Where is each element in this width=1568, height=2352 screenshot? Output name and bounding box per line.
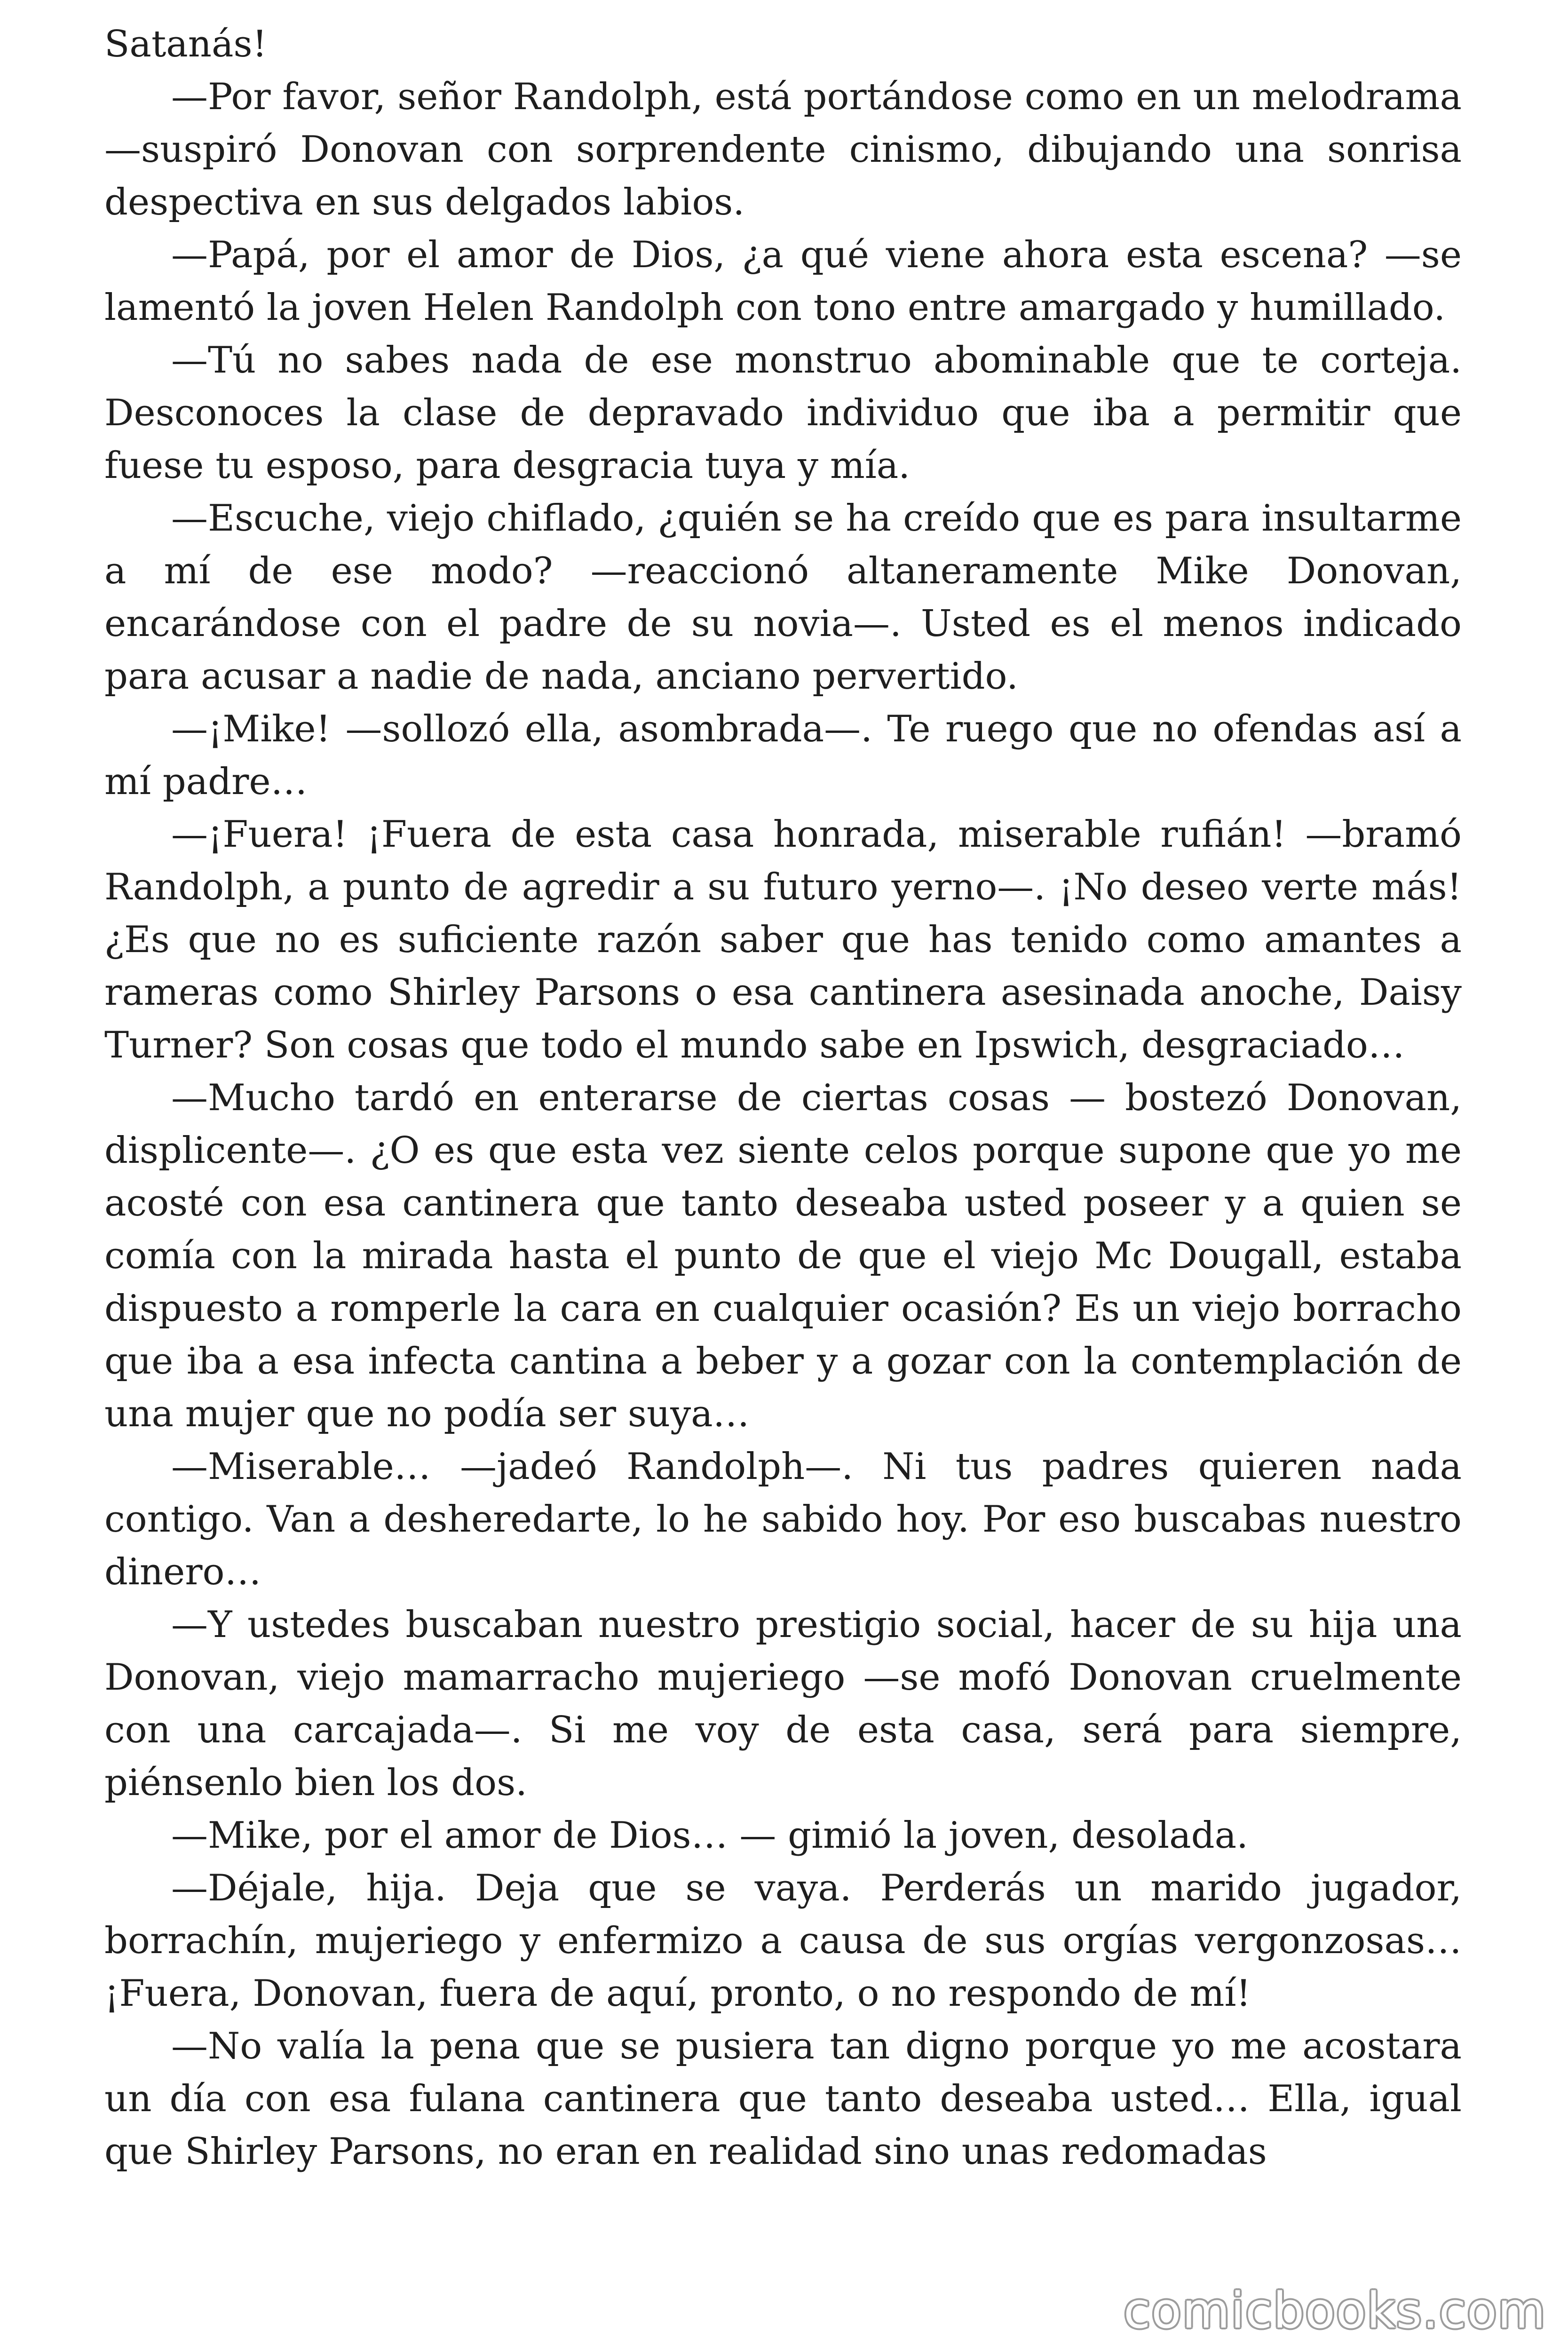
paragraph: —Tú no sabes nada de ese monstruo abominable que te corteja. Desconoces la clase de depravado individuo que iba a permitir que fuese tu esposo, para desgracia tuya y mía. — [104, 339, 1462, 487]
paragraph: —Déjale, hija. Deja que se vaya. Perderás un marido jugador, borrachín, mujeriego y enfermizo a causa de sus orgías vergonzosas… ¡Fuera, Donovan, fuera de aquí, pronto, o no respondo de mí! — [104, 1867, 1462, 2015]
paragraph: —Escuche, viejo chiflado, ¿quién se ha creído que es para insultarme a mí de ese modo? —reaccionó altaneramente Mike Donovan, encarándose con el padre de su novia—. Usted es el menos indicado para acusar a nadie de nada, anciano pervertido. — [104, 497, 1462, 698]
paragraph: —Mucho tardó en enterarse de ciertas cosas — bostezó Donovan, displicente—. ¿O es que esta vez siente celos porque supone que yo me acosté con esa cantinera que tanto deseaba usted poseer y a quien se comía con la mirada hasta el punto de que el viejo Mc Dougall, estaba dispuesto a romperle la cara en cualquier ocasión? Es un viejo borracho que iba a esa infecta cantina a beber y a gozar con la contemplación de una mujer que no podía ser suya… — [104, 1077, 1462, 1435]
paragraph: —Por favor, señor Randolph, está portándose como en un melodrama —suspiró Donovan con sorprendente cinismo, dibujando una sonrisa despectiva en sus delgados labios. — [104, 76, 1462, 223]
paragraph: —Y ustedes buscaban nuestro prestigio social, hacer de su hija una Donovan, viejo mamarracho mujeriego —se mofó Donovan cruelmente con una carcajada—. Si me voy de esta casa, será para siempre, piénsenlo bien los dos. — [104, 1604, 1462, 1804]
watermark: comicbooks.com — [1123, 2282, 1546, 2339]
paragraph: —Papá, por el amor de Dios, ¿a qué viene ahora esta escena? —se lamentó la joven Helen Randolph con tono entre amargado y humillado. — [104, 234, 1462, 329]
page-text — [104, 18, 1462, 2178]
paragraph: Satanás! — [104, 23, 267, 65]
paragraph: —Miserable… —jadeó Randolph—. Ni tus padres quieren nada contigo. Van a desheredarte, lo he sabido hoy. Por eso buscabas nuestro dinero… — [104, 1446, 1462, 1593]
paragraph: —¡Mike! —sollozó ella, asombrada—. Te ruego que no ofendas así a mí padre… — [104, 708, 1462, 803]
paragraph: —¡Fuera! ¡Fuera de esta casa honrada, miserable rufián! —bramó Randolph, a punto de agredir a su futuro yerno—. ¡No deseo verte más! ¿Es que no es suficiente razón saber que has tenido como amantes a rameras como Shirley Parsons o esa cantinera asesinada anoche, Daisy Turner? Son cosas que todo el mundo sabe en Ipswich, desgraciado… — [104, 813, 1462, 1066]
paragraph: —Mike, por el amor de Dios… — gimió la joven, desolada. — [171, 1814, 1248, 1857]
paragraph: —No valía la pena que se pusiera tan digno porque yo me acostara un día con esa fulana cantinera que tanto deseaba usted… Ella, igual que Shirley Parsons, no eran en realidad sino unas redomadas — [104, 2025, 1462, 2173]
